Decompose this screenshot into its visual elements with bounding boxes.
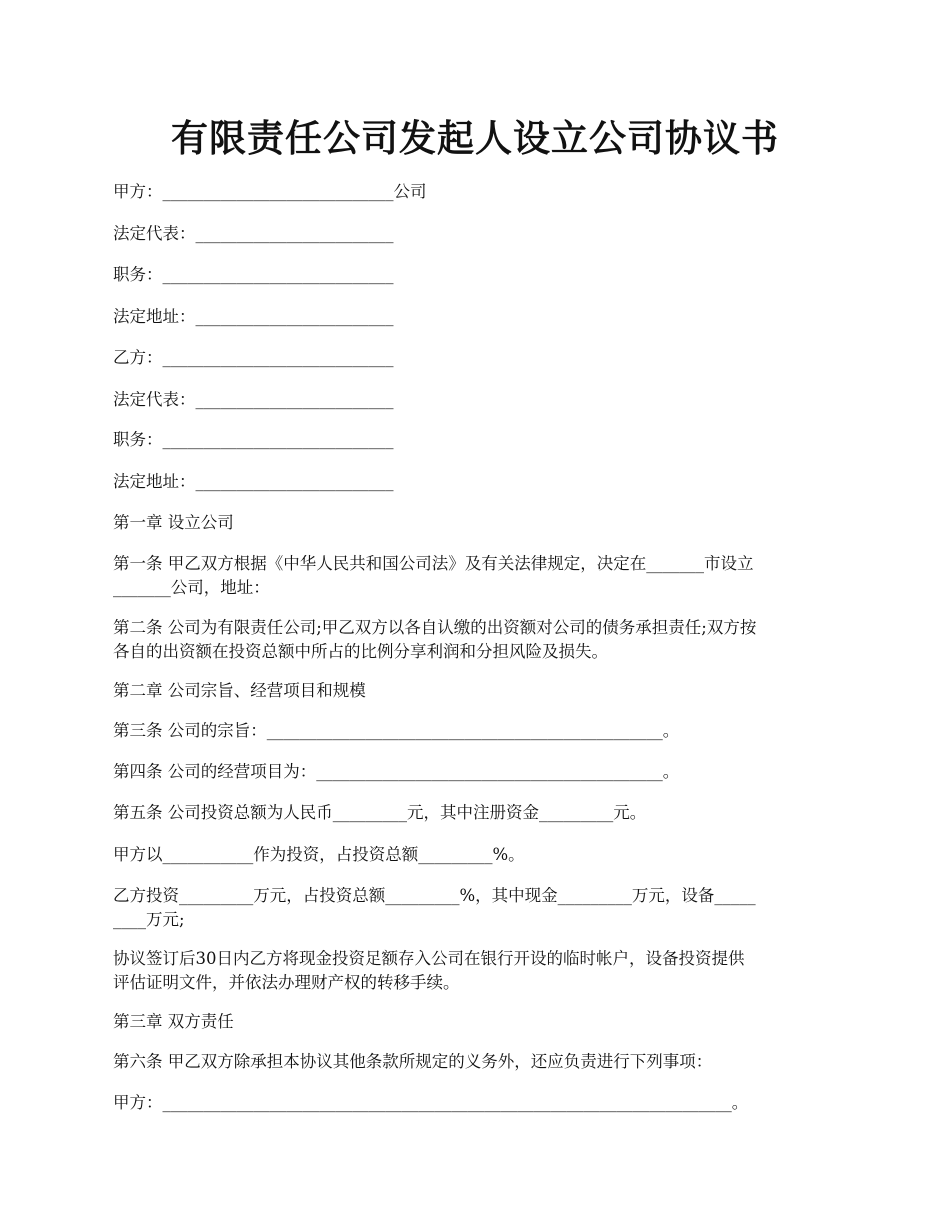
party-b-address-label: 法定地址： <box>113 472 196 491</box>
party-b-address-blank: ________________________ <box>195 472 394 491</box>
party-a-representative-line <box>113 222 838 246</box>
party-b-position-blank: ____________________________ <box>162 430 394 449</box>
article-4-line <box>113 760 838 784</box>
party-a-duty-end: 。 <box>731 1093 749 1112</box>
article-2-line-2: 各自的出资额在投资总额中所占的比例分享利润和分担风险及损失。 <box>113 642 608 661</box>
article-5-line: 第五条 公司投资总额为人民币_________元，其中注册资金_________元。 <box>113 803 647 822</box>
party-a-line <box>113 180 838 204</box>
party-a-label: 甲方： <box>113 182 163 201</box>
party-b-position-line <box>113 428 838 452</box>
party-b-address-line <box>113 470 838 494</box>
article-4-blank: __________________________________________ <box>316 762 663 781</box>
article-4-end: 。 <box>662 762 680 781</box>
party-a-duty-line <box>113 1091 838 1115</box>
party-b-rep-label: 法定代表： <box>113 390 196 409</box>
article-3-label: 第三条 公司的宗旨： <box>113 721 267 740</box>
chapter-3-heading: 第三章 双方责任 <box>113 1012 234 1031</box>
party-b-label: 乙方： <box>113 348 163 367</box>
party-a-duty-label: 甲方： <box>113 1093 163 1112</box>
party-b-investment-line-1: 乙方投资_________万元，占投资总额_________%，其中现金_________万元，设备_____ <box>113 886 756 905</box>
article-3-end: 。 <box>662 721 680 740</box>
article-1-line-1: 第一条 甲乙双方根据《中华人民共和国公司法》及有关法律规定，决定在_______市设立 <box>113 554 754 573</box>
party-a-investment-line: 甲方以___________作为投资，占投资总额_________%。 <box>113 845 525 864</box>
party-b-representative-line <box>113 388 838 412</box>
article-4-label: 第四条 公司的经营项目为： <box>113 762 317 781</box>
article-3-blank: ________________________________________________ <box>266 721 663 740</box>
document-title: 有限责任公司发起人设立公司协议书 <box>171 116 779 160</box>
party-a-address-line <box>113 305 838 329</box>
party-a-position-line <box>113 263 838 287</box>
party-a-duty-blank: _____________________________________________________________________ <box>162 1093 732 1112</box>
article-6-line: 第六条 甲乙双方除承担本协议其他条款所规定的义务外，还应负责进行下列事项： <box>113 1052 713 1071</box>
party-a-address-label: 法定地址： <box>113 307 196 326</box>
article-1-line-2: _______公司，地址： <box>113 578 270 597</box>
party-b-investment-line-2: ____万元; <box>113 910 185 929</box>
signing-clause-line-1: 协议签订后30日内乙方将现金投资足额存入公司在银行开设的临时帐户，设备投资提供 <box>113 949 745 968</box>
party-a-blank: ____________________________ <box>162 182 394 201</box>
party-b-blank: ____________________________ <box>162 348 394 367</box>
party-a-position-blank: ____________________________ <box>162 265 394 284</box>
chapter-2-heading: 第二章 公司宗旨、经营项目和规模 <box>113 681 366 700</box>
party-b-rep-blank: ________________________ <box>195 390 394 409</box>
article-2-line-1: 第二条 公司为有限责任公司;甲乙双方以各自认缴的出资额对公司的债务承担责任;双方按 <box>113 618 757 637</box>
party-a-address-blank: ________________________ <box>195 307 394 326</box>
party-a-rep-blank: ________________________ <box>195 224 394 243</box>
party-a-rep-label: 法定代表： <box>113 224 196 243</box>
party-a-suffix: 公司 <box>393 182 427 201</box>
chapter-1-heading: 第一章 设立公司 <box>113 513 234 532</box>
party-b-line <box>113 346 838 370</box>
party-b-position-label: 职务： <box>113 430 163 449</box>
article-3-line <box>113 719 838 743</box>
party-a-position-label: 职务： <box>113 265 163 284</box>
signing-clause-line-2: 评估证明文件，并依法办理财产权的转移手续。 <box>113 973 460 992</box>
